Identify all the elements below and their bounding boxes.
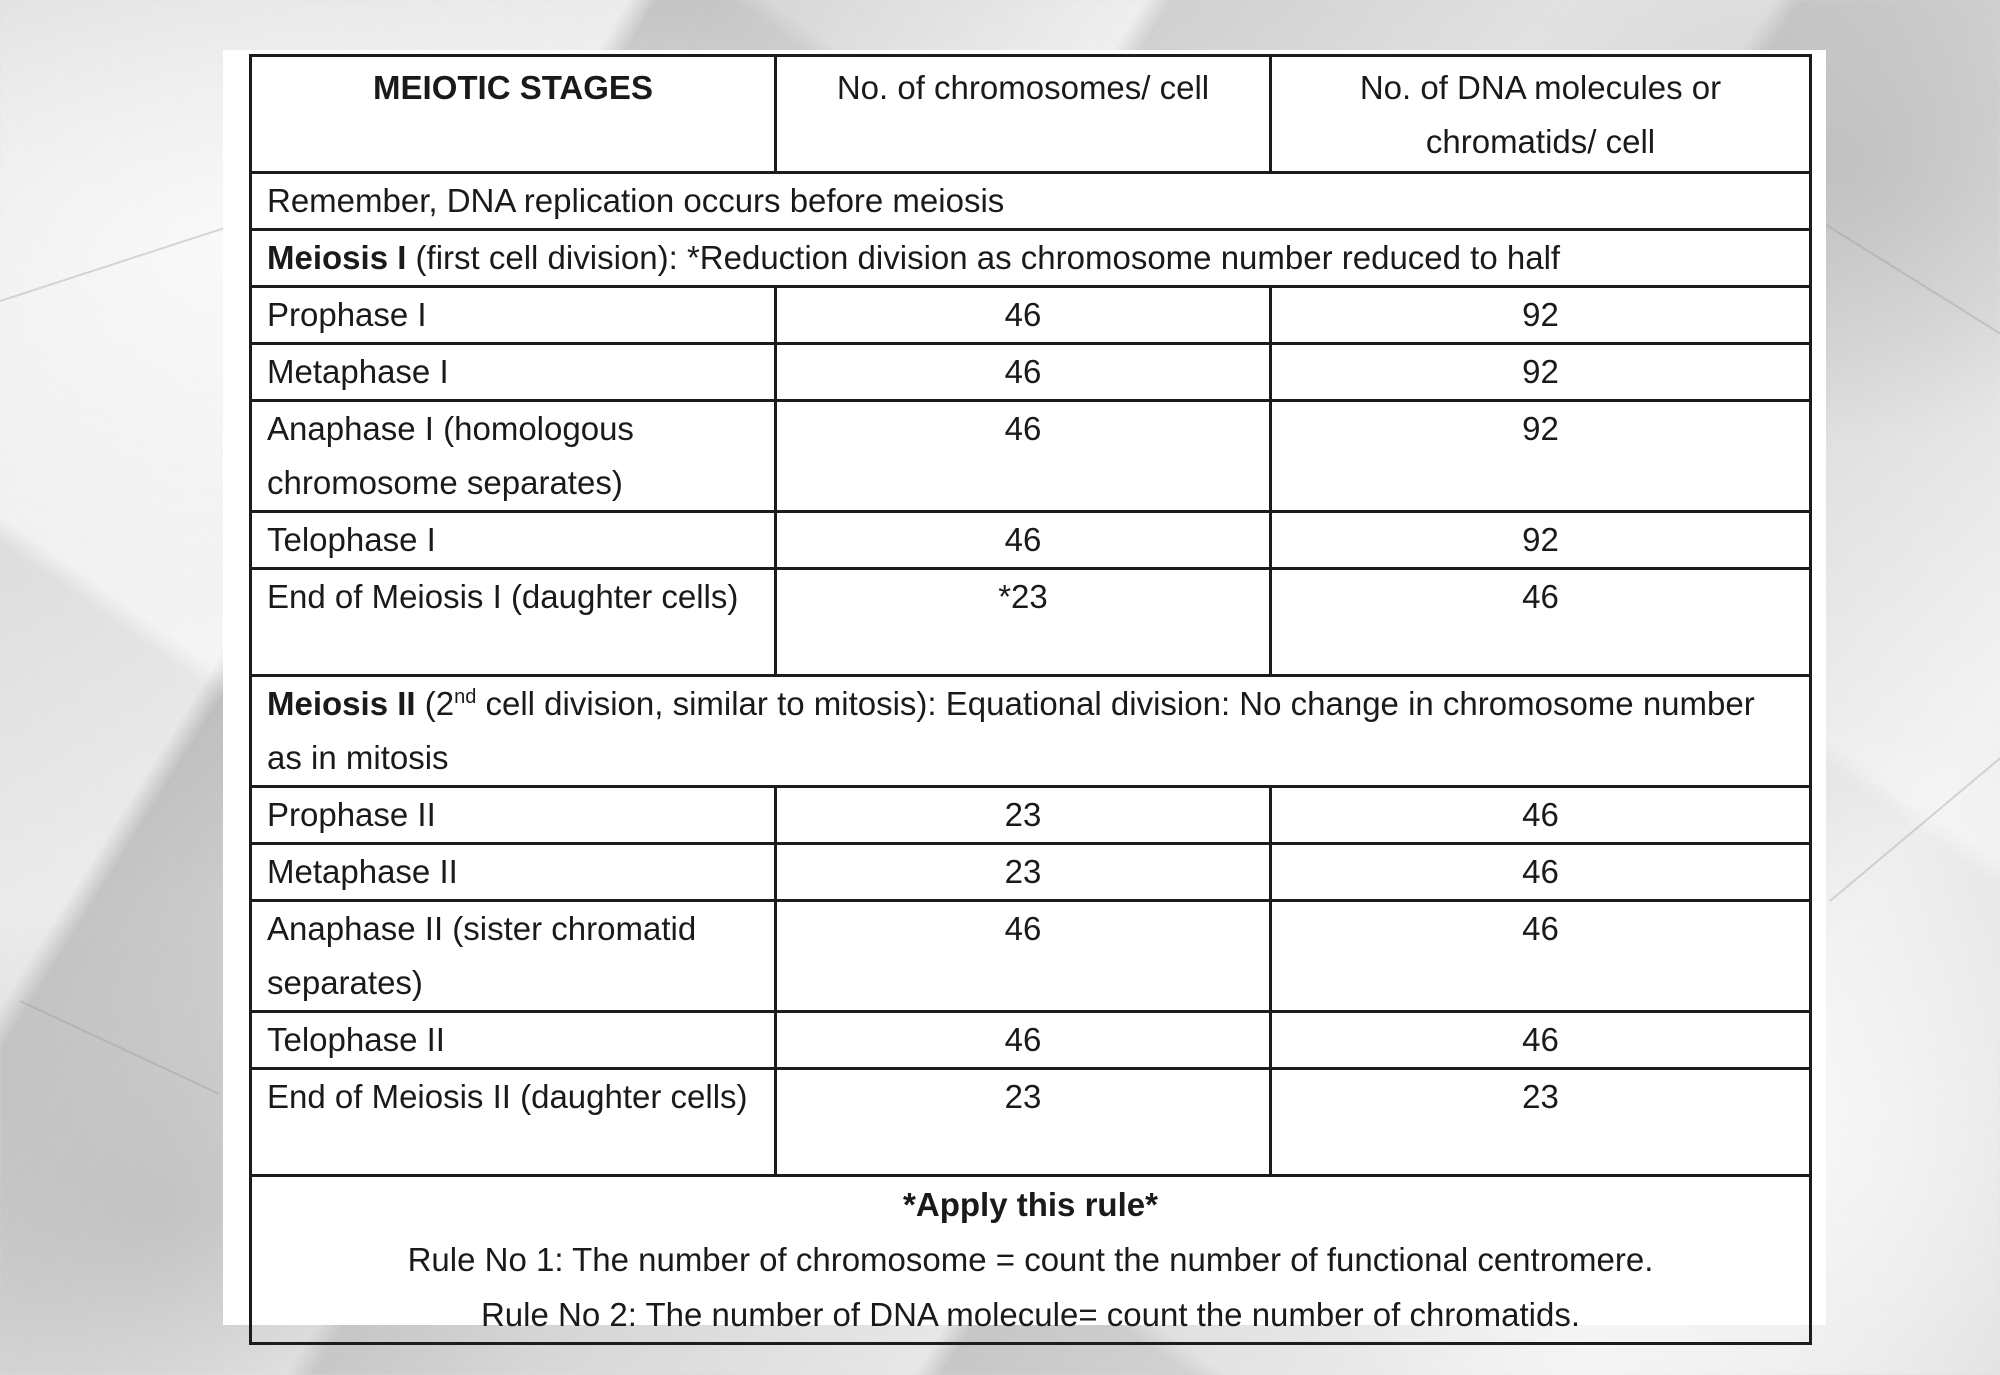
document-sheet (223, 50, 1826, 1333)
header-dna: No. of DNA molecules or chromatids/ cell (1271, 56, 1811, 173)
stage-cell: End of Meiosis II (daughter cells) (251, 1069, 776, 1176)
table-row (251, 569, 1811, 676)
table-row (251, 401, 1811, 512)
rules-box (251, 1176, 1811, 1344)
table-row (251, 787, 1811, 844)
dna-count: 92 (1271, 401, 1811, 512)
stage-cell: End of Meiosis I (daughter cells) (251, 569, 776, 676)
rule-1: Rule No 1: The number of chromosome = count the number of functional centromere. (407, 1241, 1654, 1278)
meiosis1-title: Meiosis I (267, 239, 407, 276)
dna-count: 92 (1271, 512, 1811, 569)
chromosome-count: 23 (776, 787, 1271, 844)
table-row (251, 1012, 1811, 1069)
table-row (251, 901, 1811, 1012)
chromosome-count: 46 (776, 344, 1271, 401)
header-stage: MEIOTIC STAGES (251, 56, 776, 173)
chromosome-count: 23 (776, 1069, 1271, 1176)
replication-note: Remember, DNA replication occurs before meiosis (251, 173, 1811, 230)
rules-row (251, 1176, 1811, 1344)
rule-2: Rule No 2: The number of DNA molecule= count the number of chromatids. (480, 1296, 1581, 1333)
note-row (251, 173, 1811, 230)
chromosome-count: 23 (776, 844, 1271, 901)
dna-count: 46 (1271, 787, 1811, 844)
paper-crease (1829, 746, 2000, 902)
table-row (251, 344, 1811, 401)
table-row (251, 844, 1811, 901)
dna-count: 92 (1271, 287, 1811, 344)
stage-cell: Telophase II (251, 1012, 776, 1069)
header-row (251, 56, 1811, 173)
table-row (251, 287, 1811, 344)
chromosome-count: *23 (776, 569, 1271, 676)
dna-count: 46 (1271, 569, 1811, 676)
stage-cell: Anaphase II (sister chromatid separates) (251, 901, 776, 1012)
dna-count: 23 (1271, 1069, 1811, 1176)
table-row (251, 1069, 1811, 1176)
meiosis2-description: cell division, similar to mitosis): Equational division: No change in chromosome number as in mitosis (267, 685, 1755, 776)
section-row-meiosis1 (251, 230, 1811, 287)
ordinal-suffix: nd (454, 686, 477, 708)
chromosome-count: 46 (776, 287, 1271, 344)
chromosome-count: 46 (776, 401, 1271, 512)
dna-count: 46 (1271, 1012, 1811, 1069)
stage-cell: Metaphase II (251, 844, 776, 901)
dna-count: 92 (1271, 344, 1811, 401)
stage-cell: Telophase I (251, 512, 776, 569)
meiosis2-heading (251, 676, 1811, 787)
meiosis1-description: (first cell division): *Reduction division as chromosome number reduced to half (406, 239, 1561, 276)
rules-title: *Apply this rule* (903, 1186, 1158, 1223)
paper-crease (20, 1000, 220, 1095)
meiosis2-title: Meiosis II (267, 685, 416, 722)
stage-cell: Anaphase I (homologous chromosome separates) (251, 401, 776, 512)
chromosome-count: 46 (776, 901, 1271, 1012)
header-chromosomes: No. of chromosomes/ cell (776, 56, 1271, 173)
table-row (251, 512, 1811, 569)
stage-cell: Metaphase I (251, 344, 776, 401)
meiosis-table (249, 54, 1812, 1345)
chromosome-count: 46 (776, 1012, 1271, 1069)
dna-count: 46 (1271, 844, 1811, 901)
stage-cell: Prophase II (251, 787, 776, 844)
chromosome-count: 46 (776, 512, 1271, 569)
dna-count: 46 (1271, 901, 1811, 1012)
meiosis1-heading (251, 230, 1811, 287)
stage-cell: Prophase I (251, 287, 776, 344)
meiosis2-description-start: (2 (415, 685, 455, 722)
section-row-meiosis2 (251, 676, 1811, 787)
paper-crease (1819, 220, 2000, 359)
